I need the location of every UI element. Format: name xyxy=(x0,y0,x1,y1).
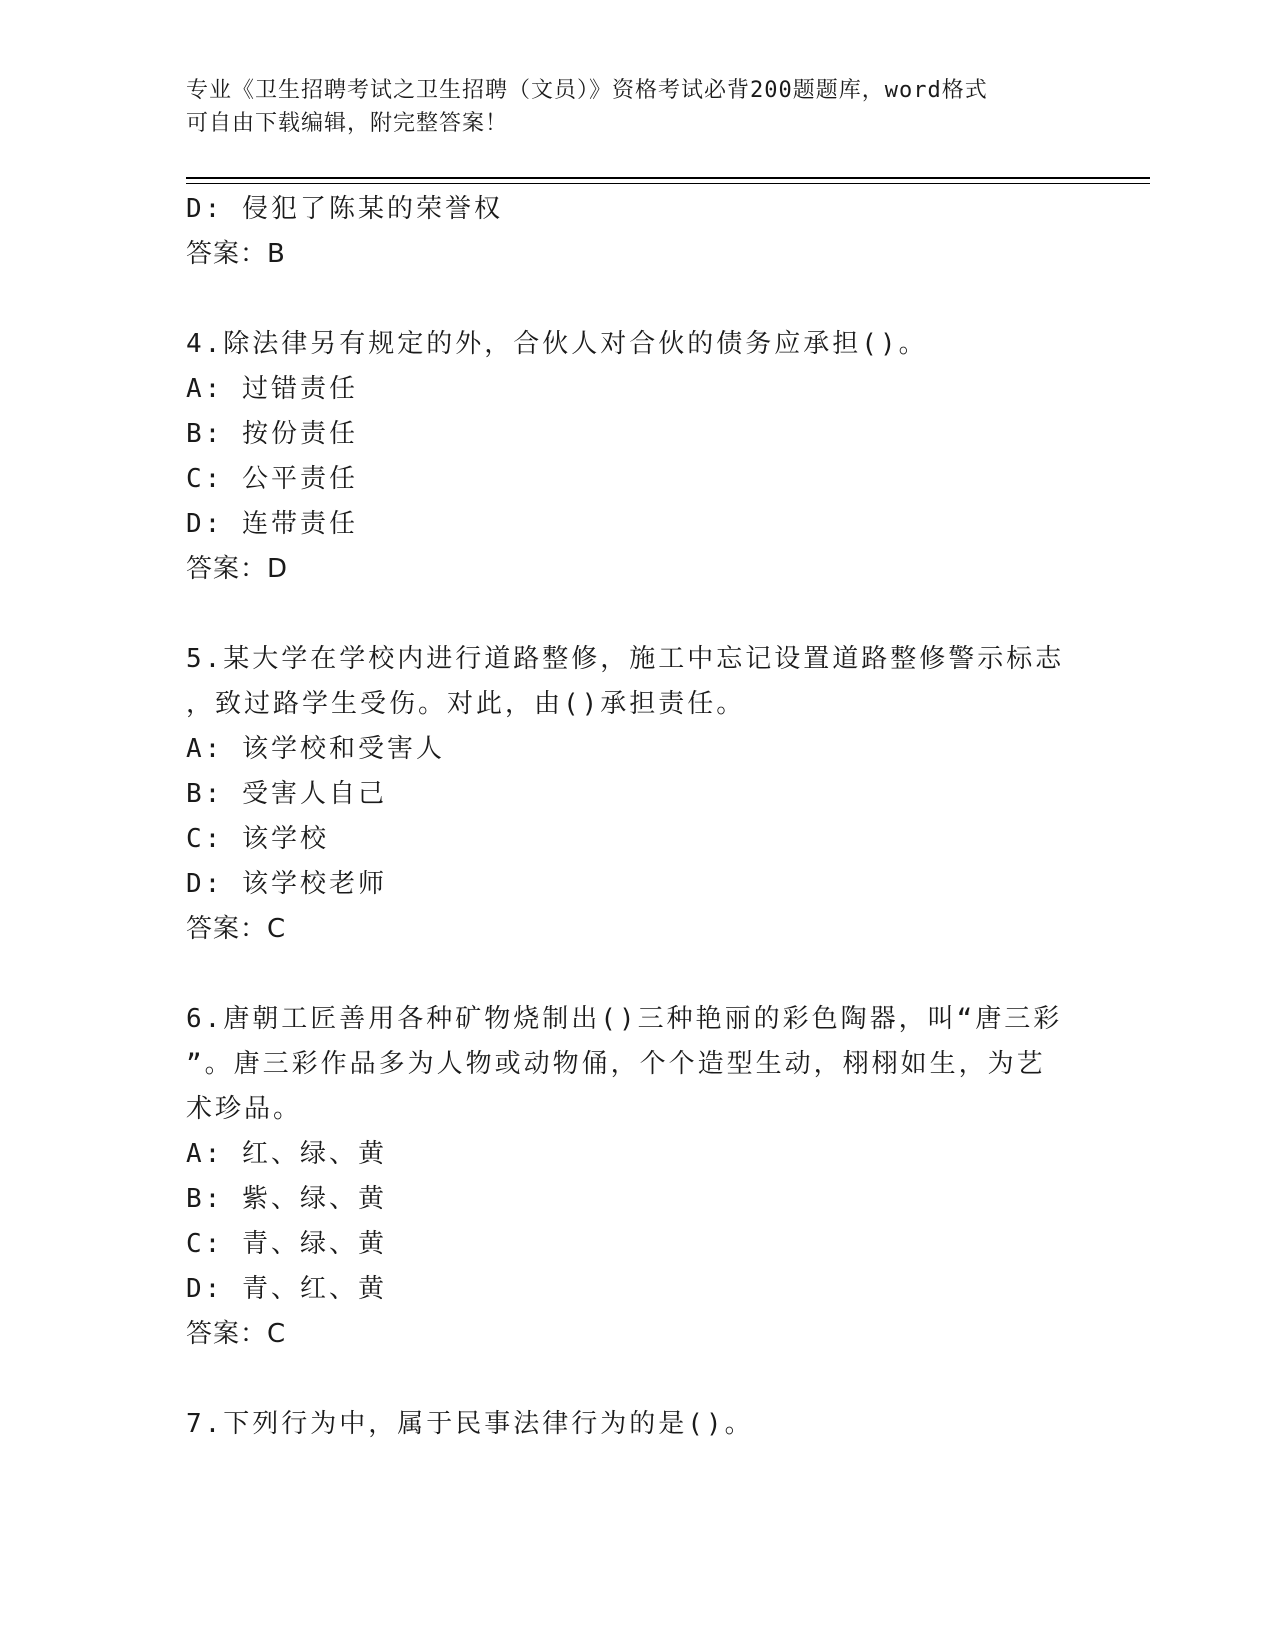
q3-answer: 答案：B xyxy=(186,239,286,269)
q4-option-a: A: 过错责任 xyxy=(186,374,358,404)
q5-answer: 答案：C xyxy=(186,914,287,944)
q5-stem-line-1: 5.某大学在学校内进行道路整修，施工中忘记设置道路整修警示标志 xyxy=(186,644,1065,674)
q7-stem: 7.下列行为中，属于民事法律行为的是()。 xyxy=(186,1409,754,1439)
q5-option-a: A: 该学校和受害人 xyxy=(186,734,445,764)
q4-answer: 答案：D xyxy=(186,554,289,584)
q6-option-b: B: 紫、绿、黄 xyxy=(186,1184,387,1214)
q5-option-b: B: 受害人自己 xyxy=(186,779,387,809)
q6-option-c: C: 青、绿、黄 xyxy=(186,1229,387,1259)
q6-answer: 答案：C xyxy=(186,1319,287,1349)
q5-option-c: C: 该学校 xyxy=(186,824,329,854)
header-line-1: 专业《卫生招聘考试之卫生招聘（文员）》资格考试必背200题题库，word格式 xyxy=(186,78,988,103)
q4-option-d: D: 连带责任 xyxy=(186,509,358,539)
q6-stem-line-3: 术珍品。 xyxy=(186,1094,303,1124)
q6-stem-line-1: 6.唐朝工匠善用各种矿物烧制出()三种艳丽的彩色陶器，叫“唐三彩 xyxy=(186,1004,1063,1034)
q4-stem: 4.除法律另有规定的外，合伙人对合伙的债务应承担()。 xyxy=(186,329,928,359)
header-line-2: 可自由下载编辑，附完整答案！ xyxy=(186,111,509,136)
q6-stem-line-2: ”。唐三彩作品多为人物或动物俑，个个造型生动，栩栩如生，为艺 xyxy=(186,1049,1046,1079)
q6-option-d: D: 青、红、黄 xyxy=(186,1274,387,1304)
document-header xyxy=(186,74,1066,140)
q6-option-a: A: 红、绿、黄 xyxy=(186,1139,387,1169)
header-divider-thick xyxy=(186,177,1150,179)
q4-option-c: C: 公平责任 xyxy=(186,464,358,494)
q3-option-d: D: 侵犯了陈某的荣誉权 xyxy=(186,194,503,224)
header-divider-thin xyxy=(186,183,1150,184)
q5-stem-line-2: ，致过路学生受伤。对此，由()承担责任。 xyxy=(186,689,746,719)
q4-option-b: B: 按份责任 xyxy=(186,419,358,449)
q5-option-d: D: 该学校老师 xyxy=(186,869,387,899)
